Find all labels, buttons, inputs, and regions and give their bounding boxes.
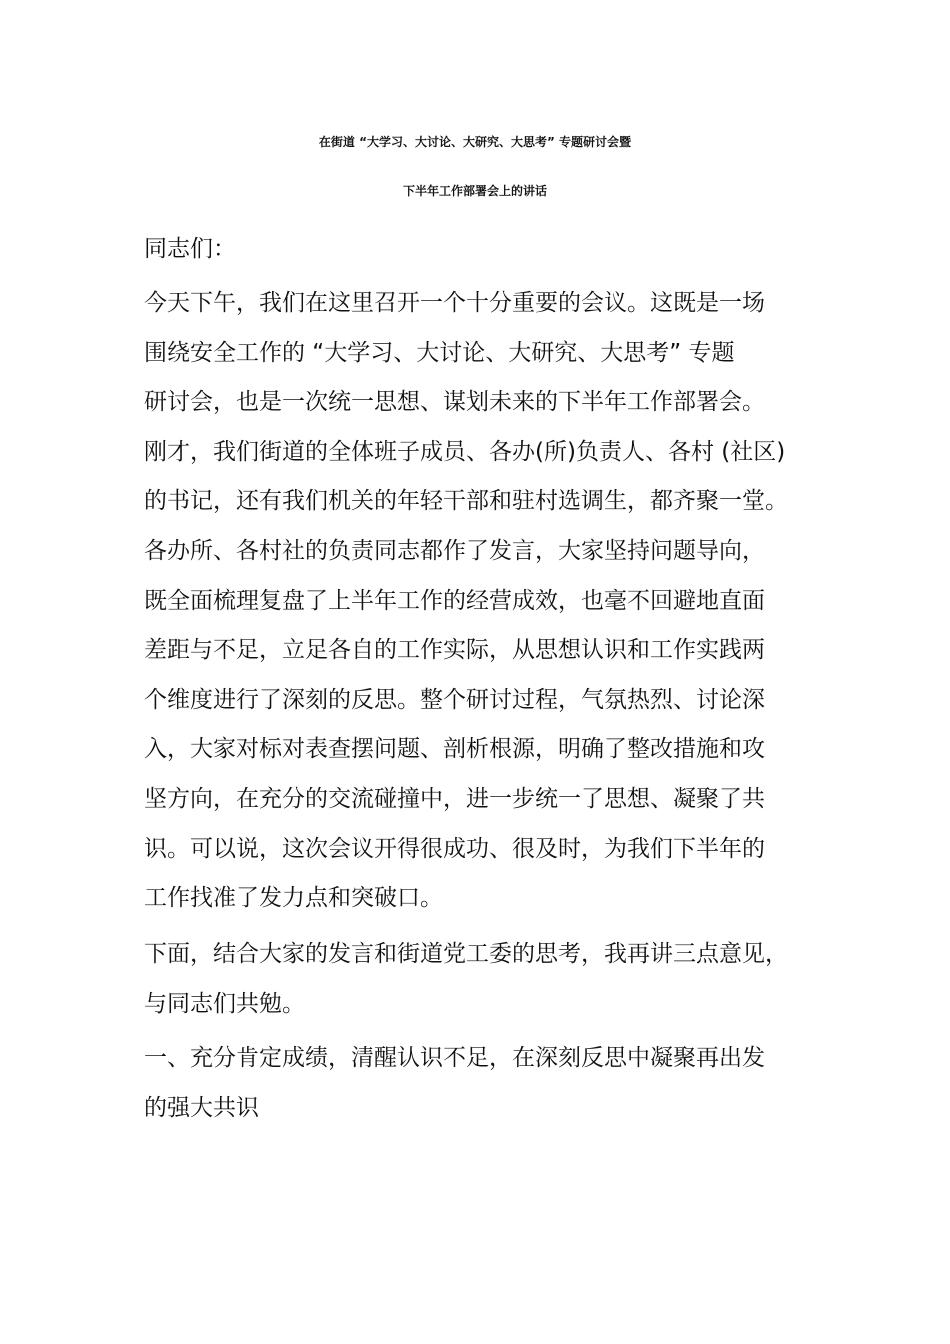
paragraph-line: 的强大共识 [144,1094,259,1121]
paragraph-transition [144,930,824,1029]
section-heading-one [144,1034,824,1133]
paragraph-line: 今天下午，我们在这里召开一个十分重要的会议。这既是一场 [144,290,765,316]
paragraph-line: 各办所、各村社的负责同志都作了发言，大家坚持问题导向， [144,537,765,564]
paragraph-line: 既全面梳理复盘了上半年工作的经营成效，也毫不回避地直面 [144,587,765,614]
paragraph-line: 识。可以说，这次会议开得很成功、很及时，为我们下半年的 [144,835,765,862]
salutation [144,225,824,275]
paragraph-line: 入，大家对标对表查摆问题、剖析根源，明确了整改措施和攻 [144,736,765,763]
paragraph-line: 工作找准了发力点和突破口。 [144,885,443,912]
paragraph-line: 围绕安全工作的 “大学习、大讨论、大研究、大思考” 专题 [144,339,735,366]
paragraph-line: 研讨会，也是一次统一思想、谋划未来的下半年工作部署会。 [144,389,765,416]
document-title-line-1: 在街道 “大学习、大讨论、大研究、大思考” 专题研讨会暨 [318,135,632,149]
paragraph-line: 坚方向，在充分的交流碰撞中，进一步统一了思想、凝聚了共 [144,785,765,812]
paragraph-line: 的书记，还有我们机关的年轻干部和驻村选调生，都齐聚一堂。 [144,488,788,515]
paragraph-line: 与同志们共勉。 [144,990,305,1017]
paragraph-line: 一、充分肯定成绩，清醒认识不足，在深刻反思中凝聚再出发 [144,1045,765,1071]
paragraph-line: 差距与不足，立足各自的工作实际，从思想认识和工作实践两 [144,637,765,664]
paragraph-opening [144,279,824,924]
paragraph-line: 刚才，我们街道的全体班子成员、各办(所)负责人、各村 (社区) [144,438,786,465]
paragraph-line: 下面，结合大家的发言和街道党工委的思考，我再讲三点意见， [144,941,788,967]
paragraph-line: 个维度进行了深刻的反思。整个研讨过程，气氛热烈、讨论深 [144,686,765,713]
document-title-line-2: 下半年工作部署会上的讲话 [402,184,547,198]
salutation-text: 同志们： [144,236,236,262]
